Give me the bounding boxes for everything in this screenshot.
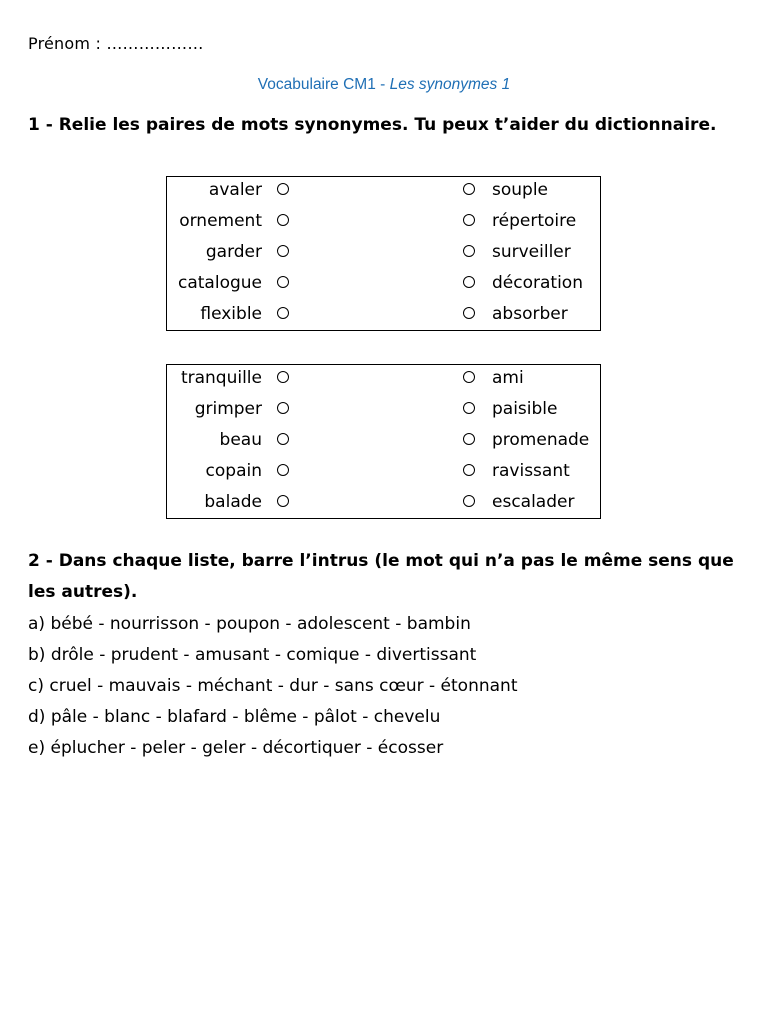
matching-row: [167, 179, 600, 210]
right-circle-icon[interactable]: [463, 307, 475, 319]
matching-box-2: [166, 364, 601, 519]
matching-row: [167, 367, 600, 398]
right-circle-icon[interactable]: [463, 495, 475, 507]
left-word: grimper: [194, 399, 262, 419]
right-circle-icon[interactable]: [463, 214, 475, 226]
right-circle-icon[interactable]: [463, 276, 475, 288]
left-word: ornement: [179, 211, 262, 231]
list-item: e) éplucher - peler - geler - décortiquer - écosser: [28, 738, 444, 758]
left-word: tranquille: [180, 368, 262, 388]
intrus-lists: [28, 609, 748, 764]
matching-row: [167, 429, 600, 460]
list-item: a) bébé - nourrisson - poupon - adolescent - bambin: [28, 614, 471, 634]
right-circle-icon[interactable]: [463, 245, 475, 257]
left-word: garder: [205, 242, 262, 262]
right-circle-icon[interactable]: [463, 183, 475, 195]
exercise2-instruction: 2 - Dans chaque liste, barre l’intrus (le mot qui n’a pas le même sens que les autres).: [28, 551, 734, 602]
matching-row: [167, 460, 600, 491]
right-word: paisible: [492, 399, 558, 419]
right-circle-icon[interactable]: [463, 464, 475, 476]
left-circle-icon[interactable]: [277, 214, 289, 226]
left-word: beau: [219, 430, 262, 450]
left-circle-icon[interactable]: [277, 402, 289, 414]
matching-row: [167, 210, 600, 241]
left-word: balade: [204, 492, 262, 512]
left-circle-icon[interactable]: [277, 371, 289, 383]
matching-box-1: [166, 176, 601, 331]
list-item: d) pâle - blanc - blafard - blême - pâlot - chevelu: [28, 707, 441, 727]
right-word: escalader: [492, 492, 575, 512]
right-circle-icon[interactable]: [463, 402, 475, 414]
right-word: décoration: [492, 273, 583, 293]
title-subtitle: Les synonymes 1: [389, 76, 511, 93]
prenom-field: Prénom : ………………: [28, 34, 204, 53]
matching-row: [167, 491, 600, 522]
left-word: flexible: [200, 304, 262, 324]
left-word: copain: [205, 461, 262, 481]
left-circle-icon[interactable]: [277, 183, 289, 195]
right-word: promenade: [492, 430, 590, 450]
left-circle-icon[interactable]: [277, 307, 289, 319]
matching-row: [167, 303, 600, 334]
right-word: ravissant: [492, 461, 570, 481]
left-word: avaler: [208, 180, 262, 200]
left-circle-icon[interactable]: [277, 245, 289, 257]
title-main: Vocabulaire CM1 -: [257, 76, 390, 93]
list-item: b) drôle - prudent - amusant - comique - divertissant: [28, 645, 477, 665]
left-circle-icon[interactable]: [277, 495, 289, 507]
right-word: absorber: [492, 304, 568, 324]
exercise1-instruction: 1 - Relie les paires de mots synonymes. Tu peux t’aider du dictionnaire.: [28, 115, 717, 135]
list-item: c) cruel - mauvais - méchant - dur - sans cœur - étonnant: [28, 676, 518, 696]
page-title: [0, 76, 768, 94]
right-word: surveiller: [492, 242, 571, 262]
right-word: répertoire: [492, 211, 577, 231]
right-word: ami: [492, 368, 524, 388]
right-word: souple: [492, 180, 549, 200]
right-circle-icon[interactable]: [463, 371, 475, 383]
matching-row: [167, 241, 600, 272]
right-circle-icon[interactable]: [463, 433, 475, 445]
left-circle-icon[interactable]: [277, 433, 289, 445]
matching-row: [167, 398, 600, 429]
left-circle-icon[interactable]: [277, 276, 289, 288]
left-word: catalogue: [178, 273, 262, 293]
matching-row: [167, 272, 600, 303]
left-circle-icon[interactable]: [277, 464, 289, 476]
